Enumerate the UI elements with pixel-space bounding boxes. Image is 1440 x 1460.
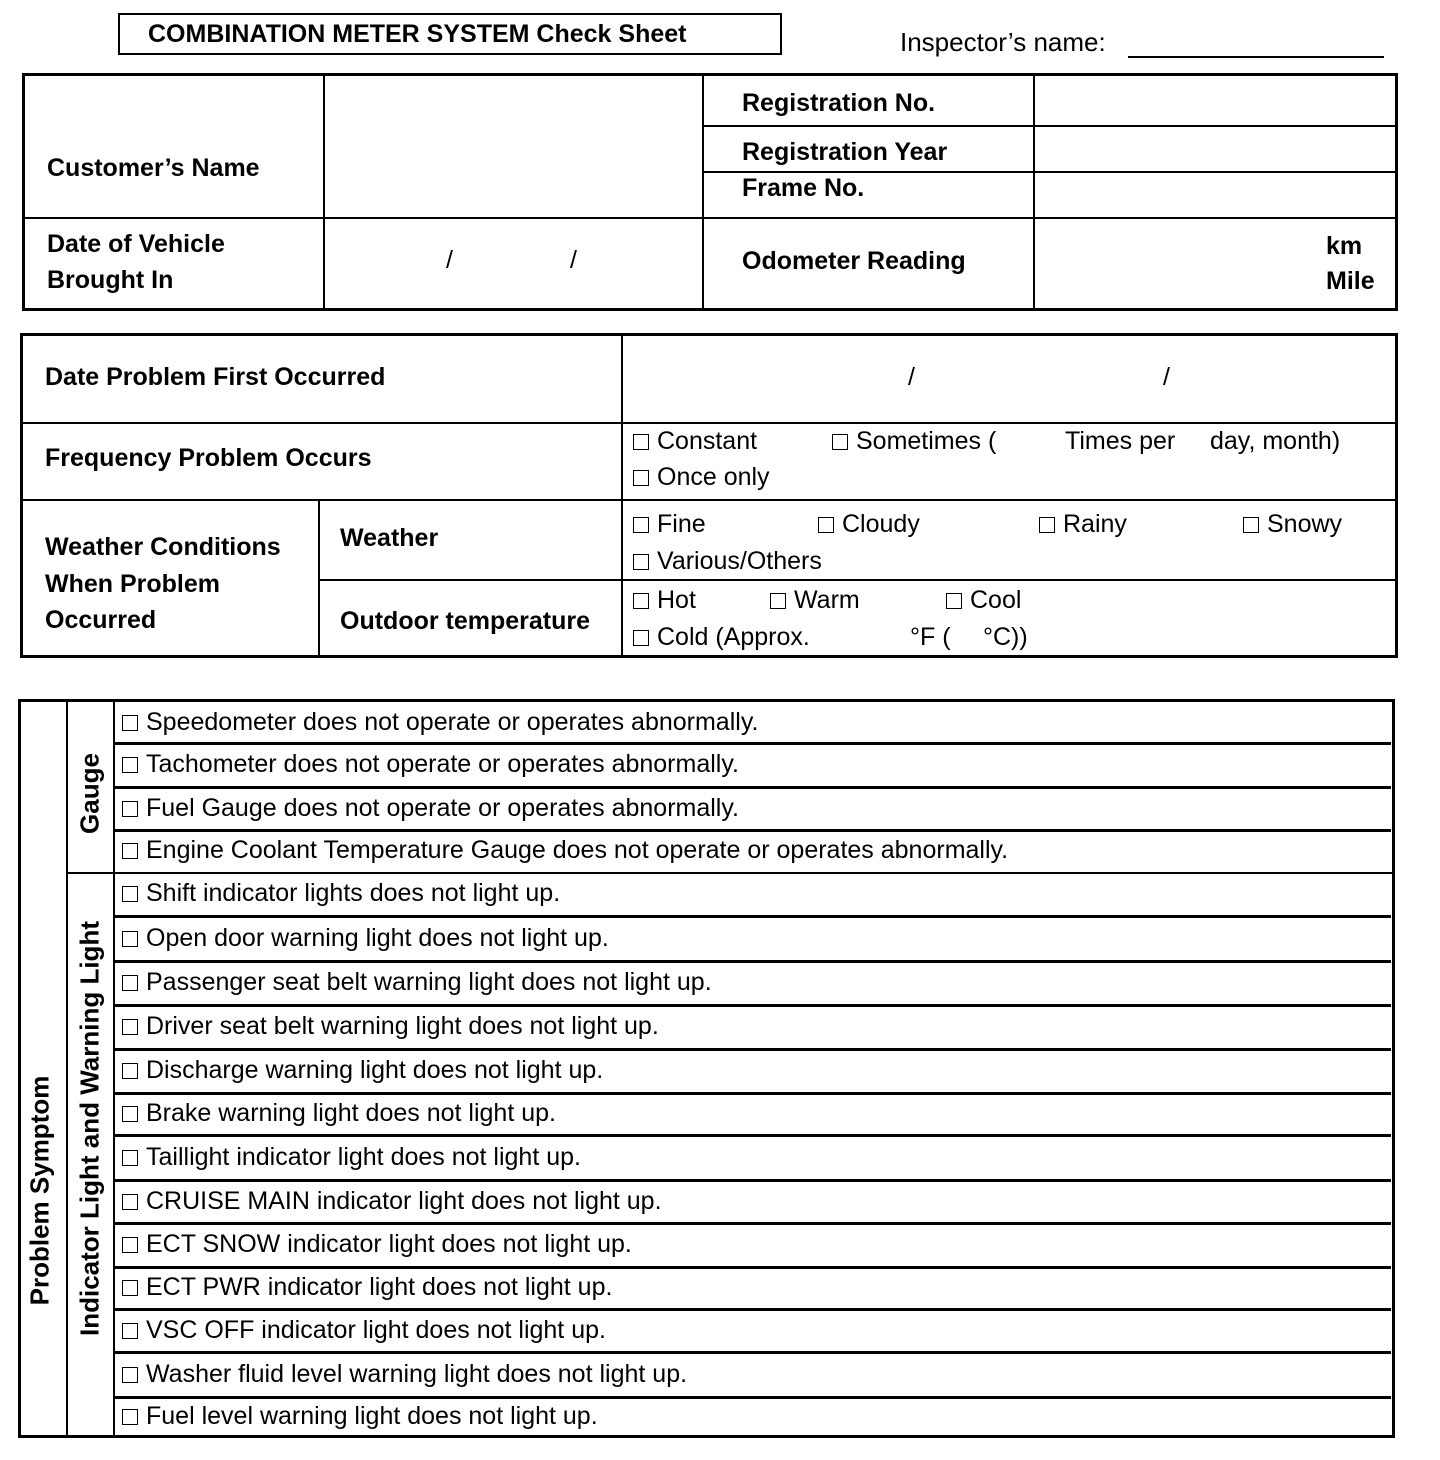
- gauge-symptom-row[interactable]: [122, 746, 739, 782]
- date-brought-in-sep2: /: [570, 246, 577, 274]
- date-first-sep1: /: [908, 363, 915, 391]
- row-divider: [113, 1134, 1391, 1137]
- indicator-symptom-row[interactable]: [122, 1095, 556, 1131]
- symptom-text: Fuel Gauge does not operate or operates abnormally.: [146, 793, 739, 822]
- symptom-text: Engine Coolant Temperature Gauge does not operate or operates abnormally.: [146, 836, 1009, 864]
- weather-various[interactable]: Various/Others: [633, 543, 822, 579]
- temp-warm[interactable]: Warm: [770, 582, 860, 618]
- row-divider: [113, 742, 1391, 745]
- checkbox[interactable]: [122, 843, 138, 859]
- temp-deg-c: °C)): [983, 623, 1028, 651]
- symptom-text: Taillight indicator light does not light up.: [146, 1142, 581, 1171]
- checkbox[interactable]: [633, 554, 649, 570]
- indicator-light-label: Indicator Light and Warning Light: [74, 921, 105, 1336]
- symptom-text: VSC OFF indicator light does not light up.: [146, 1315, 606, 1344]
- weather-rainy[interactable]: Rainy: [1039, 506, 1127, 542]
- odometer-unit-mile: Mile: [1326, 267, 1375, 295]
- frequency-label: Frequency Problem Occurs: [45, 444, 372, 472]
- checkbox[interactable]: [1243, 517, 1259, 533]
- gauge-symptom-row[interactable]: [122, 790, 739, 826]
- symptom-text: Speedometer does not operate or operates abnormally.: [146, 707, 759, 736]
- checkbox[interactable]: [122, 1019, 138, 1035]
- checkbox[interactable]: [122, 1367, 138, 1383]
- checkbox[interactable]: [818, 517, 834, 533]
- sheet-title: COMBINATION METER SYSTEM Check Sheet: [118, 13, 782, 55]
- temp-cool[interactable]: Cool: [946, 582, 1021, 618]
- weather-conditions-label-line2: When Problem: [45, 570, 221, 598]
- date-brought-in-label-line1: Date of Vehicle: [47, 230, 225, 258]
- indicator-symptom-row[interactable]: [122, 1312, 606, 1348]
- indicator-symptom-row[interactable]: [122, 1398, 598, 1434]
- checkbox[interactable]: [122, 715, 138, 731]
- row-divider: [113, 915, 1391, 918]
- symptom-text: Fuel level warning light does not light up.: [146, 1402, 598, 1430]
- checkbox[interactable]: [122, 1063, 138, 1079]
- frequency-once-only[interactable]: Once only: [633, 459, 770, 495]
- checkbox[interactable]: [770, 593, 786, 609]
- checkbox[interactable]: [122, 1280, 138, 1296]
- registration-year-field[interactable]: [1036, 127, 1392, 169]
- weather-label: Weather: [340, 524, 439, 552]
- checkbox[interactable]: [633, 593, 649, 609]
- frame-no-label: Frame No.: [742, 174, 865, 202]
- checkbox[interactable]: [122, 1237, 138, 1253]
- customer-name-label: Customer’s Name: [47, 154, 260, 182]
- checkbox[interactable]: [633, 470, 649, 486]
- registration-no-label: Registration No.: [742, 89, 936, 117]
- checkbox[interactable]: [633, 630, 649, 646]
- date-brought-in-sep1: /: [446, 246, 453, 274]
- checkbox[interactable]: [122, 757, 138, 773]
- checkbox[interactable]: [633, 517, 649, 533]
- date-first-sep2: /: [1163, 363, 1170, 391]
- indicator-symptom-row[interactable]: [122, 1269, 612, 1305]
- checkbox[interactable]: [946, 593, 962, 609]
- checkbox[interactable]: [122, 1150, 138, 1166]
- checkbox[interactable]: [122, 931, 138, 947]
- checkbox[interactable]: [122, 886, 138, 902]
- symptom-text: Driver seat belt warning light does not light up.: [146, 1012, 659, 1040]
- row-divider: [113, 1048, 1391, 1051]
- indicator-symptom-row[interactable]: [122, 1052, 603, 1088]
- row-divider: [113, 1222, 1391, 1225]
- row-divider: [113, 960, 1391, 963]
- gauge-symptom-row[interactable]: [122, 832, 1008, 868]
- date-brought-in-label-line2: Brought In: [47, 266, 174, 294]
- checkbox[interactable]: [122, 1323, 138, 1339]
- outdoor-temperature-label: Outdoor temperature: [340, 607, 591, 635]
- symptom-text: Tachometer does not operate or operates abnormally.: [146, 750, 739, 778]
- weather-conditions-label-line1: Weather Conditions: [45, 533, 281, 561]
- frequency-sometimes[interactable]: Sometimes (: [832, 423, 996, 459]
- temp-deg-f: °F (: [910, 623, 951, 651]
- symptom-text: Brake warning light does not light up.: [146, 1099, 556, 1127]
- indicator-symptom-row[interactable]: [122, 1226, 632, 1262]
- row-divider: [113, 1004, 1391, 1007]
- symptom-text: ECT SNOW indicator light does not light up.: [146, 1230, 632, 1258]
- symptom-text: CRUISE MAIN indicator light does not light up.: [146, 1186, 662, 1215]
- weather-fine[interactable]: Fine: [633, 506, 706, 542]
- weather-conditions-label-line3: Occurred: [45, 606, 157, 634]
- indicator-symptom-row[interactable]: [122, 964, 712, 1000]
- checkbox[interactable]: [122, 1194, 138, 1210]
- checkbox[interactable]: [122, 1106, 138, 1122]
- temp-hot[interactable]: Hot: [633, 582, 696, 618]
- indicator-symptom-row[interactable]: [122, 875, 560, 911]
- checkbox[interactable]: [832, 434, 848, 450]
- checkbox[interactable]: [122, 975, 138, 991]
- odometer-label: Odometer Reading: [742, 247, 966, 275]
- indicator-symptom-row[interactable]: [122, 1356, 687, 1392]
- problem-symptom-label: Problem Symptom: [24, 1075, 55, 1306]
- symptom-text: Open door warning light does not light up.: [146, 923, 609, 952]
- symptom-text: Shift indicator lights does not light up.: [146, 879, 561, 907]
- symptom-text: Passenger seat belt warning light does not light up.: [146, 968, 712, 996]
- indicator-symptom-row[interactable]: [122, 920, 609, 956]
- weather-snowy[interactable]: Snowy: [1243, 506, 1342, 542]
- gauge-label: Gauge: [74, 753, 105, 834]
- checkbox[interactable]: [633, 434, 649, 450]
- checkbox[interactable]: [1039, 517, 1055, 533]
- symptom-text: Discharge warning light does not light up.: [146, 1056, 604, 1084]
- temp-cold[interactable]: Cold (Approx.: [633, 619, 810, 655]
- symptom-text: ECT PWR indicator light does not light up.: [146, 1273, 613, 1301]
- indicator-symptom-row[interactable]: [122, 1183, 662, 1219]
- inspector-name-label: Inspector’s name:: [900, 27, 1106, 57]
- frequency-constant[interactable]: Constant: [633, 423, 757, 459]
- odometer-unit-km: km: [1326, 232, 1363, 260]
- symptom-text: Washer fluid level warning light does not light up.: [146, 1359, 688, 1388]
- gauge-symptom-row[interactable]: [122, 704, 758, 740]
- registration-no-field[interactable]: [1036, 78, 1392, 122]
- checkbox[interactable]: [122, 1409, 138, 1425]
- frame-no-field[interactable]: [1036, 172, 1392, 214]
- indicator-symptom-row[interactable]: [122, 1008, 659, 1044]
- inspector-name-field[interactable]: [1128, 56, 1384, 58]
- row-divider: [113, 1351, 1391, 1354]
- registration-year-label: Registration Year: [742, 138, 948, 166]
- date-first-occurred-label: Date Problem First Occurred: [45, 363, 386, 391]
- frequency-times-per: Times per: [1065, 427, 1176, 455]
- checkbox[interactable]: [122, 801, 138, 817]
- customer-name-field[interactable]: [325, 78, 695, 213]
- frequency-day-month: day, month): [1210, 427, 1341, 455]
- indicator-symptom-row[interactable]: [122, 1139, 581, 1175]
- weather-cloudy[interactable]: Cloudy: [818, 506, 920, 542]
